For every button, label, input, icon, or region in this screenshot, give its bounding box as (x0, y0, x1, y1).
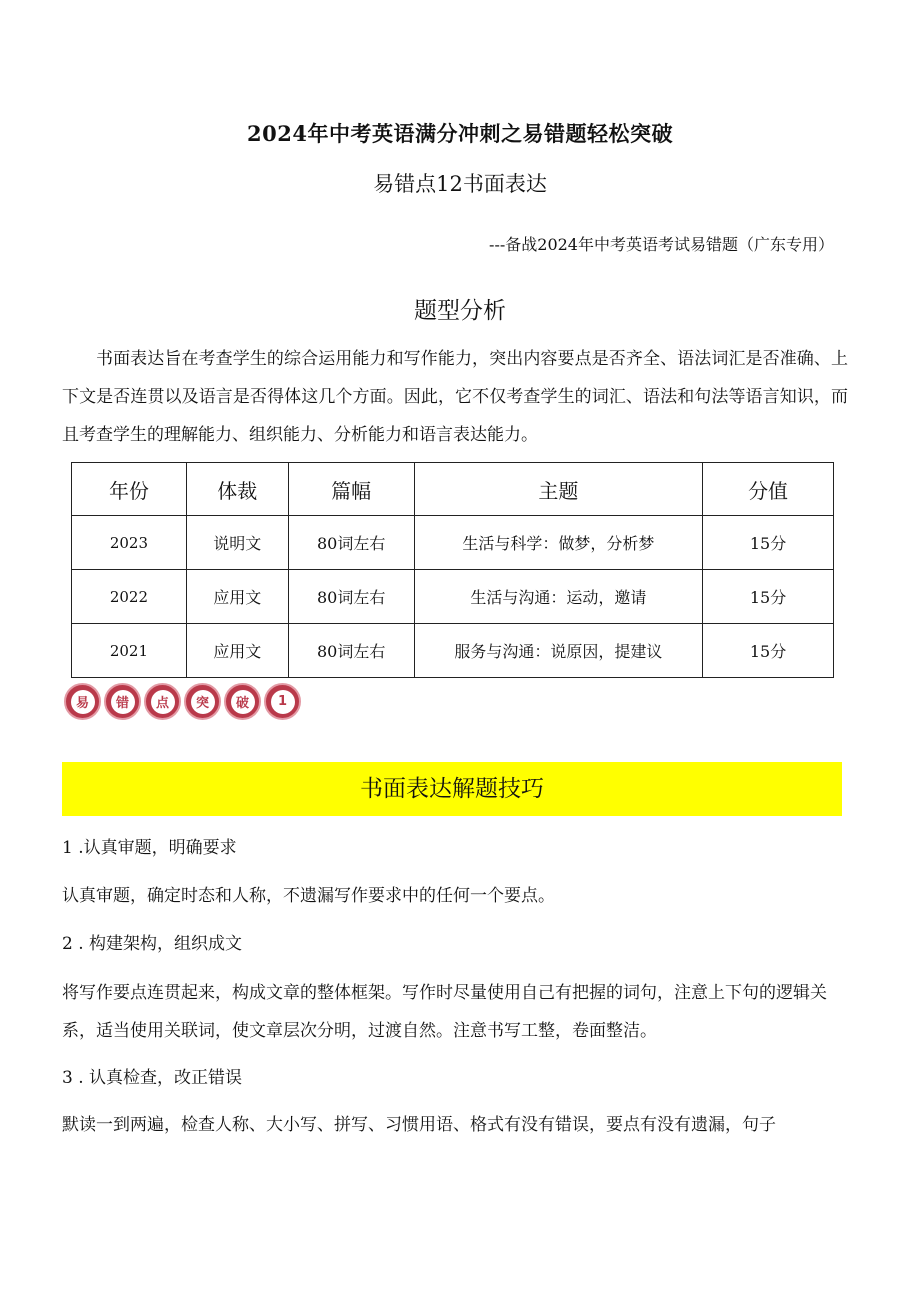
tip-body: 认真审题，确定时态和人称，不遗漏写作要求中的任何一个要点。 (62, 886, 555, 906)
badge-circle (144, 683, 181, 720)
cell-genre: 应用文 (186, 570, 288, 624)
table-row (72, 624, 834, 678)
table-header-row (72, 463, 834, 516)
cell-topic: 生活与沟通：运动，邀请 (414, 570, 703, 624)
column-header-year: 年份 (72, 463, 187, 516)
analysis-intro: 书面表达旨在考查学生的综合运用能力和写作能力，突出内容要点是否齐全、语法词汇是否准确、上下文是否连贯以及语言是否得体这几个方面。因此，它不仅考查学生的词汇、语法和句法等语言知识，而且考查学生的理解能力、组织能力、分析能力和语言表达能力。 (62, 349, 848, 445)
cell-length: 80词左右 (288, 516, 414, 570)
cell-score: 15分 (703, 570, 834, 624)
exam-summary-table (71, 462, 834, 678)
tip-heading: 1 .认真审题，明确要求 (62, 838, 237, 858)
badge-circle (64, 683, 101, 720)
table-row (72, 516, 834, 570)
badge-char: 突 (191, 690, 215, 714)
badge-circle (264, 683, 301, 720)
cell-year: 2023 (72, 516, 187, 570)
cell-length: 80词左右 (288, 570, 414, 624)
cell-score: 15分 (703, 624, 834, 678)
tip-heading: 3 . 认真检查，改正错误 (62, 1068, 243, 1088)
table-row (72, 570, 834, 624)
tip-heading: 2 . 构建架构，组织成文 (62, 934, 243, 954)
source-line: ---备战2024年中考英语考试易错题（广东专用） (489, 235, 834, 254)
cell-length: 80词左右 (288, 624, 414, 678)
error-point-badge (64, 683, 304, 720)
cell-genre: 应用文 (186, 624, 288, 678)
badge-char: 1 (271, 690, 295, 714)
cell-year: 2022 (72, 570, 187, 624)
badge-char: 破 (231, 690, 255, 714)
badge-circle (184, 683, 221, 720)
column-header-score: 分值 (703, 463, 834, 516)
cell-score: 15分 (703, 516, 834, 570)
analysis-heading: 题型分析 (414, 298, 506, 324)
document-title: 2024年中考英语满分冲刺之易错题轻松突破 (247, 121, 673, 146)
badge-char: 点 (151, 690, 175, 714)
badge-circle (104, 683, 141, 720)
badge-char: 错 (111, 690, 135, 714)
badge-circle (224, 683, 261, 720)
cell-topic: 服务与沟通：说原因，提建议 (414, 624, 703, 678)
tips-banner: 书面表达解题技巧 (62, 762, 842, 816)
tip-body: 默读一到两遍，检查人称、大小写、拼写、习惯用语、格式有没有错误，要点有没有遗漏，句子 (62, 1115, 776, 1135)
cell-topic: 生活与科学：做梦，分析梦 (414, 516, 703, 570)
cell-year: 2021 (72, 624, 187, 678)
document-subtitle: 易错点12书面表达 (373, 172, 547, 196)
column-header-topic: 主题 (414, 463, 703, 516)
tip-body: 将写作要点连贯起来，构成文章的整体框架。写作时尽量使用自己有把握的词句，注意上下句的逻辑关系，适当使用关联词，使文章层次分明，过渡自然。注意书写工整，卷面整洁。 (62, 983, 827, 1041)
cell-genre: 说明文 (186, 516, 288, 570)
column-header-genre: 体裁 (186, 463, 288, 516)
badge-char: 易 (71, 690, 95, 714)
column-header-length: 篇幅 (288, 463, 414, 516)
